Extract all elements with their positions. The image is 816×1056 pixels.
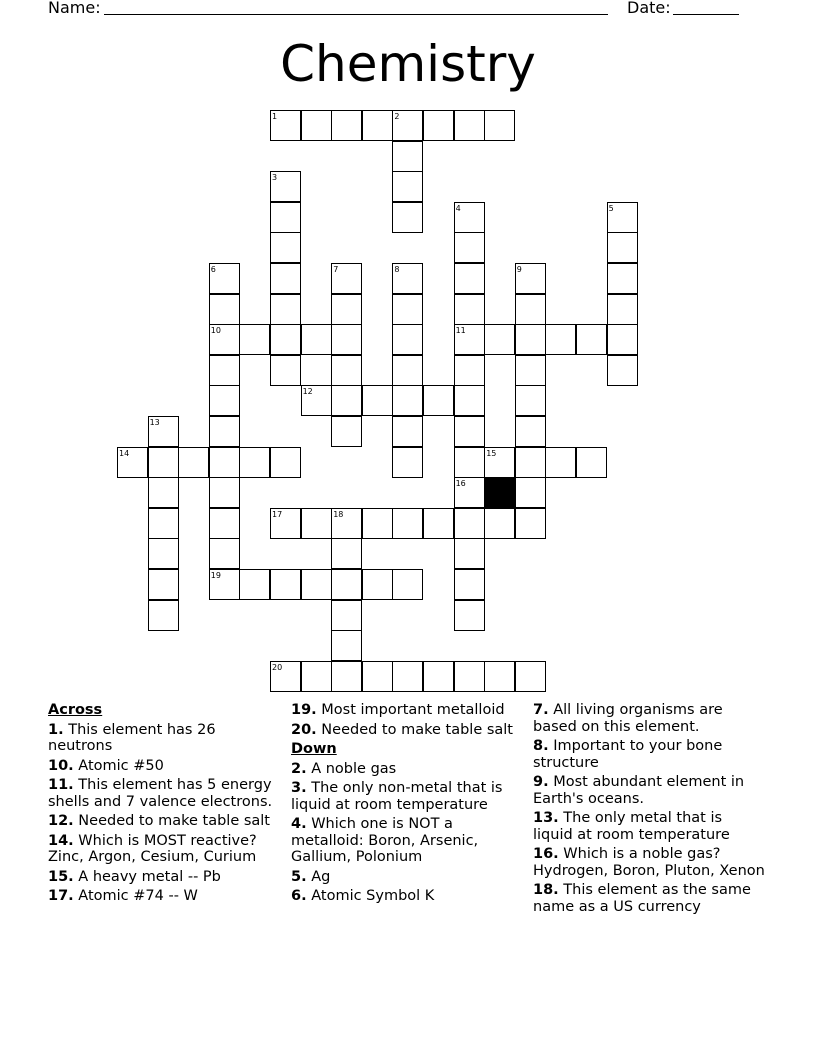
grid-cell[interactable] [209, 416, 240, 447]
grid-cell[interactable] [392, 171, 423, 202]
grid-cell[interactable] [331, 110, 362, 141]
clue-item-text: Atomic #74 -- W [78, 888, 198, 904]
grid-cell[interactable] [331, 324, 362, 355]
clue-item [48, 869, 278, 886]
grid-cell[interactable] [301, 569, 332, 600]
clue-item [48, 813, 278, 830]
grid-cell[interactable] [331, 661, 362, 692]
grid-cell[interactable] [178, 447, 209, 478]
grid-cell[interactable] [362, 385, 393, 416]
clue-item-text: This element has 5 energy shells and 7 valence electrons. [48, 777, 273, 810]
clue-item-number: 18. [533, 882, 559, 898]
grid-cell[interactable] [301, 324, 332, 355]
grid-cell[interactable] [515, 661, 546, 692]
clue-item-text: A heavy metal -- Pb [78, 868, 221, 885]
clue-number: 11 [455, 326, 466, 336]
grid-cell[interactable] [148, 569, 179, 600]
grid-cell[interactable] [454, 569, 485, 600]
grid-cell[interactable] [209, 294, 240, 325]
grid-cell[interactable] [454, 263, 485, 294]
clue-item-number: 6. [291, 888, 307, 904]
grid-cell[interactable] [331, 294, 362, 325]
clue-item-text: This element has 26 neutrons [48, 721, 216, 754]
clue-item-number: 19. [291, 702, 317, 718]
grid-cell[interactable] [301, 508, 332, 539]
clue-number: 16 [455, 479, 466, 489]
grid-cell[interactable] [392, 324, 423, 355]
clue-item-text: The only non-metal that is liquid at room temperature [291, 780, 503, 813]
puzzle-title: Chemistry [280, 35, 536, 93]
clue-number: 3 [272, 173, 278, 183]
clue-number: 10 [210, 326, 221, 336]
grid-cell[interactable] [239, 324, 270, 355]
grid-cell[interactable] [454, 110, 485, 141]
clue-number: 17 [272, 509, 283, 519]
grid-cell[interactable] [239, 569, 270, 600]
clue-item [291, 816, 525, 866]
grid-cell[interactable] [484, 661, 515, 692]
clue-item-number: 17. [48, 888, 74, 904]
date-label: Date: [627, 0, 671, 17]
clue-item-text: This element as the same name as a US currency [533, 882, 751, 915]
grid-cell[interactable] [148, 477, 179, 508]
clue-column-1 [48, 702, 278, 908]
name-label: Name: [48, 0, 101, 17]
grid-cell[interactable] [515, 416, 546, 447]
clue-item [291, 869, 525, 886]
grid-cell[interactable] [331, 600, 362, 631]
grid-cell[interactable] [423, 110, 454, 141]
grid-cell[interactable] [515, 477, 546, 508]
clue-number: 15 [486, 448, 497, 458]
grid-cell[interactable] [484, 508, 515, 539]
clue-item-number: 7. [533, 702, 549, 718]
clue-item [291, 888, 525, 905]
clue-item [48, 833, 278, 866]
grid-cell[interactable] [454, 600, 485, 631]
clue-number: 19 [210, 571, 221, 580]
clue-number: 9 [516, 265, 522, 274]
grid-cell[interactable] [301, 110, 332, 141]
clue-item-number: 16. [533, 846, 559, 862]
grid-cell[interactable] [331, 416, 362, 447]
grid-cell[interactable] [239, 447, 270, 478]
grid-cell[interactable] [209, 355, 240, 386]
grid-cell[interactable] [454, 355, 485, 386]
clue-number: 7 [333, 265, 339, 274]
clue-item-text: Important to your bone structure [533, 738, 723, 771]
grid-cell[interactable] [392, 294, 423, 325]
grid-cell[interactable] [392, 661, 423, 692]
clue-item [48, 722, 278, 755]
clue-item [291, 761, 525, 778]
clue-item-text: All living organisms are based on this element. [533, 702, 723, 735]
grid-cell[interactable] [392, 141, 423, 172]
clue-item-text: Which one is NOT a metalloid: Boron, Arsenic, Gallium, Polonium [291, 816, 479, 865]
clue-item-number: 4. [291, 816, 307, 832]
grid-cell[interactable] [392, 447, 423, 478]
grid-cell[interactable] [209, 477, 240, 508]
clue-item-number: 11. [48, 777, 74, 793]
grid-cell[interactable] [392, 508, 423, 539]
clue-item [48, 777, 278, 810]
grid-cell[interactable] [331, 355, 362, 386]
grid-cell[interactable] [484, 324, 515, 355]
clue-item [291, 702, 525, 719]
clue-item-number: 15. [48, 868, 74, 885]
clue-item [291, 780, 525, 813]
clue-number: 13 [149, 418, 160, 427]
clue-item-number: 13. [533, 810, 559, 826]
grid-cell[interactable] [545, 324, 576, 355]
clue-item-number: 10. [48, 757, 74, 774]
grid-cell[interactable] [331, 385, 362, 416]
grid-cell[interactable] [301, 661, 332, 692]
clue-item-text: Most abundant element in Earth's oceans. [533, 774, 745, 807]
grid-cell[interactable] [607, 324, 638, 355]
clue-item [48, 888, 278, 905]
black-cell [484, 477, 515, 508]
grid-cell[interactable] [454, 447, 485, 478]
clue-item-number: 9. [533, 774, 549, 790]
clue-item [533, 882, 765, 915]
clue-item-number: 3. [291, 780, 307, 796]
clue-item-text: The only metal that is liquid at room temperature [533, 810, 730, 843]
clue-item [48, 758, 278, 775]
grid-cell[interactable] [454, 661, 485, 692]
grid-cell[interactable] [607, 355, 638, 386]
grid-cell[interactable] [148, 600, 179, 631]
clue-column-3 [533, 702, 765, 918]
grid-cell[interactable] [270, 294, 301, 325]
grid-cell[interactable] [392, 416, 423, 447]
grid-cell[interactable] [270, 447, 301, 478]
clue-item-text: Which is MOST reactive? Zinc, Argon, Cesium, Curium [48, 832, 257, 865]
grid-cell[interactable] [209, 538, 240, 569]
grid-cell[interactable] [362, 569, 393, 600]
clue-number: 12 [302, 387, 313, 397]
clue-item-text: Atomic Symbol K [311, 888, 435, 904]
grid-cell[interactable] [576, 324, 607, 355]
grid-cell[interactable] [392, 355, 423, 386]
clue-item-text: Needed to make table salt [321, 721, 513, 738]
grid-cell[interactable] [423, 385, 454, 416]
clue-item-text: Most important metalloid [321, 702, 505, 718]
grid-cell[interactable] [454, 416, 485, 447]
grid-cell[interactable] [515, 447, 546, 478]
grid-cell[interactable] [607, 294, 638, 325]
grid-cell[interactable] [270, 324, 301, 355]
clue-item-text: Atomic #50 [78, 757, 164, 774]
clue-item-number: 12. [48, 813, 74, 829]
clue-heading-across: Across [48, 702, 103, 718]
clue-item [533, 846, 765, 879]
grid-cell[interactable] [209, 447, 240, 478]
grid-cell[interactable] [515, 324, 546, 355]
grid-cell[interactable] [454, 538, 485, 569]
grid-cell[interactable] [148, 447, 179, 478]
clue-item-text: Needed to make table salt [78, 813, 270, 829]
grid-cell[interactable] [331, 630, 362, 661]
clue-item-text: Which is a noble gas? Hydrogen, Boron, Pluton, Xenon [533, 846, 765, 879]
grid-cell[interactable] [454, 508, 485, 539]
clue-item-text: A noble gas [311, 760, 397, 777]
grid-cell[interactable] [362, 661, 393, 692]
clue-number: 6 [210, 265, 216, 274]
clue-number: 18 [333, 509, 344, 519]
grid-cell[interactable] [454, 294, 485, 325]
grid-cell[interactable] [515, 294, 546, 325]
clue-item-number: 1. [48, 721, 64, 738]
grid-cell[interactable] [209, 508, 240, 539]
clue-item [533, 810, 765, 843]
clue-number: 20 [272, 662, 283, 672]
grid-cell[interactable] [148, 508, 179, 539]
clue-item [533, 774, 765, 807]
clue-heading-down: Down [291, 741, 337, 757]
grid-cell[interactable] [423, 508, 454, 539]
grid-cell[interactable] [515, 355, 546, 386]
grid-cell[interactable] [331, 569, 362, 600]
grid-cell[interactable] [515, 385, 546, 416]
grid-cell[interactable] [270, 202, 301, 233]
grid-cell[interactable] [484, 110, 515, 141]
grid-cell[interactable] [392, 202, 423, 233]
clue-item-number: 14. [48, 832, 74, 849]
clue-number: 1 [272, 112, 278, 121]
grid-cell[interactable] [423, 661, 454, 692]
grid-cell[interactable] [392, 569, 423, 600]
grid-cell[interactable] [392, 385, 423, 416]
clue-number: 4 [455, 203, 461, 213]
clue-item-number: 8. [533, 738, 549, 754]
grid-cell[interactable] [148, 538, 179, 569]
clue-item-text: Ag [311, 868, 331, 885]
grid-cell[interactable] [270, 263, 301, 294]
clue-item-number: 5. [291, 868, 307, 885]
grid-cell[interactable] [576, 447, 607, 478]
grid-cell[interactable] [454, 385, 485, 416]
grid-cell[interactable] [331, 538, 362, 569]
grid-cell[interactable] [454, 232, 485, 263]
grid-cell[interactable] [209, 385, 240, 416]
clue-column-2 [291, 702, 525, 908]
grid-cell[interactable] [607, 263, 638, 294]
grid-cell[interactable] [607, 232, 638, 263]
clue-number: 14 [119, 448, 130, 458]
clue-number: 8 [394, 265, 400, 274]
clue-number: 2 [394, 112, 400, 121]
clue-item [533, 702, 765, 735]
clue-item-number: 20. [291, 721, 317, 738]
grid-cell[interactable] [270, 355, 301, 386]
grid-cell[interactable] [515, 508, 546, 539]
grid-cell[interactable] [362, 508, 393, 539]
clue-number: 5 [608, 203, 614, 213]
clue-item-number: 2. [291, 760, 307, 777]
grid-cell[interactable] [270, 569, 301, 600]
clue-item [533, 738, 765, 771]
grid-cell[interactable] [270, 232, 301, 263]
clue-item [291, 722, 525, 739]
grid-cell[interactable] [545, 447, 576, 478]
grid-cell[interactable] [362, 110, 393, 141]
